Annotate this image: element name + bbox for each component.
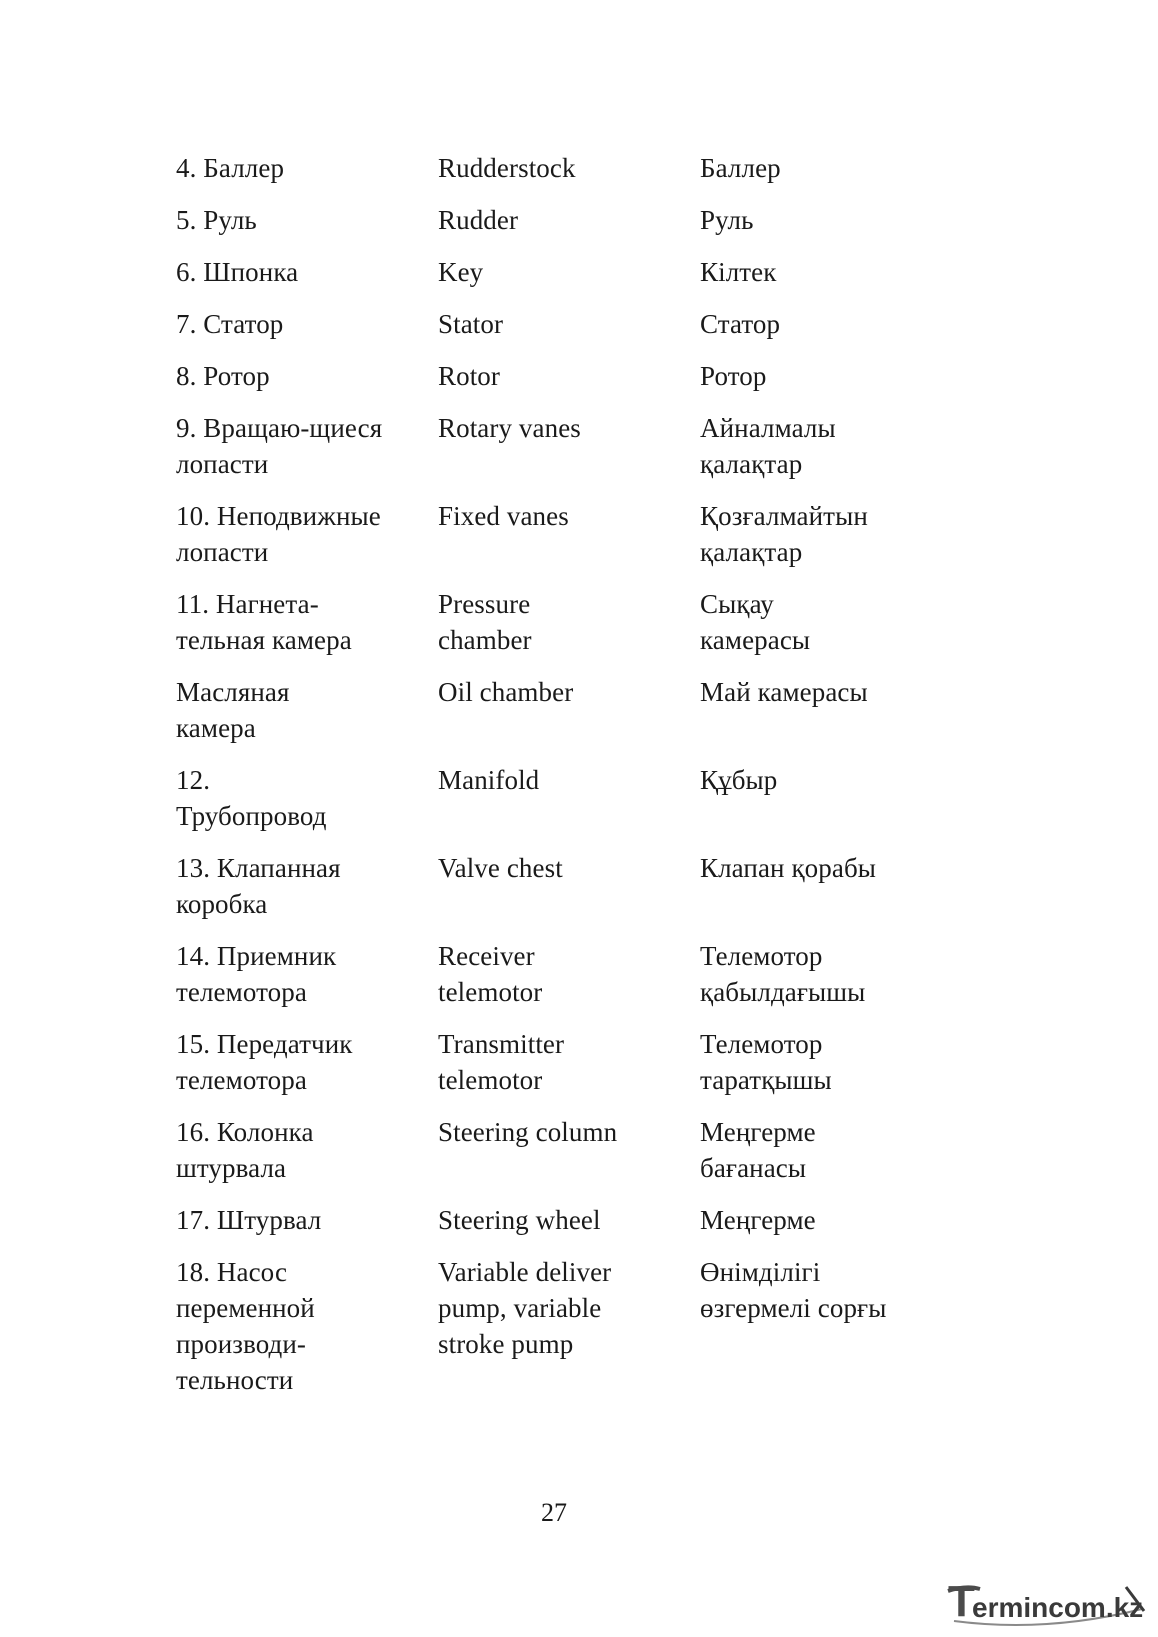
watermark-logo: [946, 1577, 1152, 1629]
table-row: [176, 498, 956, 570]
russian-term: 12. Трубопровод: [176, 765, 327, 831]
kazakh-term: Май камерасы: [700, 677, 868, 707]
english-term: Transmitter telemotor: [438, 1029, 565, 1095]
english-term: Steering wheel: [438, 1205, 601, 1235]
table-row: [176, 938, 956, 1010]
table-row: [176, 1254, 956, 1398]
kazakh-term: Айналмалы қалақтар: [700, 413, 836, 479]
kazakh-term: Баллер: [700, 153, 781, 183]
russian-term: 11. Нагнета- тельная камера: [176, 589, 352, 655]
kazakh-term: Ротор: [700, 361, 767, 391]
english-term: Rudderstock: [438, 153, 576, 183]
russian-term: 17. Штурвал: [176, 1205, 322, 1235]
glossary-table: [176, 150, 956, 1414]
russian-term: 10. Неподвижные лопасти: [176, 501, 381, 567]
table-row: [176, 1026, 956, 1098]
english-term: Steering column: [438, 1117, 618, 1147]
russian-term: 9. Вращаю-щиеся лопасти: [176, 413, 383, 479]
russian-term: 16. Колонка штурвала: [176, 1117, 314, 1183]
kazakh-term: Руль: [700, 205, 754, 235]
english-term: Receiver telemotor: [438, 941, 543, 1007]
kazakh-term: Қозғалмайтын қалақтар: [700, 501, 868, 567]
english-term: Pressure chamber: [438, 589, 532, 655]
watermark-t: T: [948, 1577, 973, 1626]
table-row: [176, 1202, 956, 1238]
russian-term: 5. Руль: [176, 205, 257, 235]
table-row: [176, 850, 956, 922]
kazakh-term: Өнімділігі өзгермелі сорғы: [700, 1257, 887, 1323]
english-term: Rotary vanes: [438, 413, 581, 443]
kazakh-term: Кілтек: [700, 257, 777, 287]
english-term: Rudder: [438, 205, 519, 235]
russian-term: 6. Шпонка: [176, 257, 299, 287]
russian-term: 4. Баллер: [176, 153, 285, 183]
table-row: [176, 762, 956, 834]
kazakh-term: Телемотор таратқышы: [700, 1029, 832, 1095]
kazakh-term: Меңгерме бағанасы: [700, 1117, 816, 1183]
russian-term: 8. Ротор: [176, 361, 270, 391]
kazakh-term: Меңгерме: [700, 1205, 816, 1235]
russian-term: 7. Статор: [176, 309, 284, 339]
english-term: Fixed vanes: [438, 501, 569, 531]
russian-term: 13. Клапанная коробка: [176, 853, 341, 919]
table-row: [176, 358, 956, 394]
table-row: [176, 586, 956, 658]
english-term: Manifold: [438, 765, 540, 795]
table-row: [176, 674, 956, 746]
table-row: [176, 1114, 956, 1186]
table-row: [176, 254, 956, 290]
russian-term: 14. Приемник телемотора: [176, 941, 337, 1007]
russian-term: Масляная камера: [176, 677, 290, 743]
kazakh-term: Телемотор қабылдағышы: [700, 941, 866, 1007]
kazakh-term: Клапан қорабы: [700, 853, 877, 883]
kazakh-term: Құбыр: [700, 765, 778, 795]
kazakh-term: Сықау камерасы: [700, 589, 811, 655]
kazakh-term: Статор: [700, 309, 781, 339]
russian-term: 18. Насос переменной производи- тельности: [176, 1257, 315, 1395]
english-term: Stator: [438, 309, 504, 339]
english-term: Valve chest: [438, 853, 563, 883]
table-row: [176, 410, 956, 482]
table-row: [176, 150, 956, 186]
english-term: Rotor: [438, 361, 501, 391]
english-term: Variable deliver pump, variable stroke pump: [438, 1257, 612, 1359]
english-term: Key: [438, 257, 484, 287]
russian-term: 15. Передатчик телемотора: [176, 1029, 353, 1095]
table-row: [176, 202, 956, 238]
table-row: [176, 306, 956, 342]
english-term: Oil chamber: [438, 677, 574, 707]
watermark-text: ermincom.kz: [972, 1592, 1144, 1623]
page-number: 27: [541, 1498, 567, 1527]
